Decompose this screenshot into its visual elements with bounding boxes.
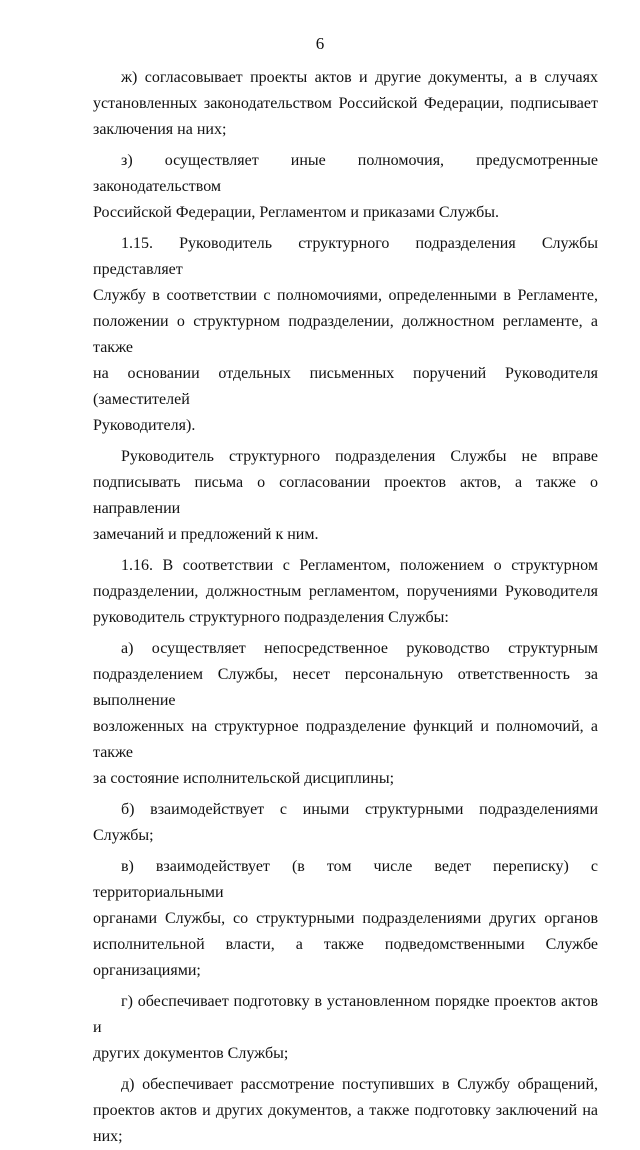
text-line: 1.16. В соответствии с Регламентом, положением о структурном: [121, 557, 598, 574]
document-body: [93, 65, 598, 1150]
text-line: Российской Федерации, Регламентом и приказами Службы.: [93, 204, 500, 221]
text-line: положении о структурном подразделении, должностном регламенте, а также: [93, 313, 598, 356]
text-line: исполнительной власти, а также подведомственными Службе организациями;: [93, 936, 598, 979]
text-line: Службу в соответствии с полномочиями, определенными в Регламенте,: [93, 287, 598, 304]
text-line: органами Службы, со структурными подразделениями других органов: [93, 910, 598, 927]
text-line: подписывать письма о согласовании проектов актов, а также о направлении: [93, 474, 598, 517]
paragraph-z: [93, 148, 598, 226]
paragraph-b: [93, 797, 598, 849]
text-line: з) осуществляет иные полномочия, предусмотренные законодательством: [93, 152, 598, 195]
text-line: б) взаимодействует с иными структурными подразделениями Службы;: [93, 801, 598, 844]
text-line: подразделением Службы, несет персональную ответственность за выполнение: [93, 666, 598, 709]
text-line: Руководитель структурного подразделения Службы не вправе: [121, 448, 598, 465]
paragraph-1-16: [93, 553, 598, 631]
paragraph-1-15-restriction: [93, 444, 598, 548]
text-line: возложенных на структурное подразделение функций и полномочий, а также: [93, 718, 598, 761]
paragraph-zh: [93, 65, 598, 143]
text-line: в) взаимодействует (в том числе ведет переписку) с территориальными: [93, 858, 598, 901]
text-line: Руководителя).: [93, 417, 196, 434]
text-line: заключения на них;: [93, 121, 227, 138]
paragraph-g: [93, 989, 598, 1067]
paragraph-v: [93, 854, 598, 984]
text-line: ж) согласовывает проекты актов и другие документы, а в случаях: [121, 69, 598, 86]
paragraph-a: [93, 636, 598, 792]
text-line: проектов актов и других документов, а также подготовку заключений на них;: [93, 1102, 598, 1145]
text-line: установленных законодательством Российской Федерации, подписывает: [93, 95, 598, 112]
text-line: за состояние исполнительской дисциплины;: [93, 770, 395, 787]
text-line: других документов Службы;: [93, 1045, 289, 1062]
text-line: а) осуществляет непосредственное руководство структурным: [121, 640, 598, 657]
text-line: д) обеспечивает рассмотрение поступивших в Службу обращений,: [121, 1076, 598, 1093]
text-line: замечаний и предложений к ним.: [93, 526, 319, 543]
paragraph-1-15: [93, 231, 598, 439]
text-line: подразделении, должностным регламентом, поручениями Руководителя: [93, 583, 598, 600]
text-line: г) обеспечивает подготовку в установленном порядке проектов актов и: [93, 993, 598, 1036]
text-line: 1.15. Руководитель структурного подразделения Службы представляет: [93, 235, 598, 278]
text-line: руководитель структурного подразделения Службы:: [93, 609, 449, 626]
paragraph-d: [93, 1072, 598, 1150]
text-line: на основании отдельных письменных поручений Руководителя (заместителей: [93, 365, 598, 408]
page-number: 6: [315, 34, 325, 53]
